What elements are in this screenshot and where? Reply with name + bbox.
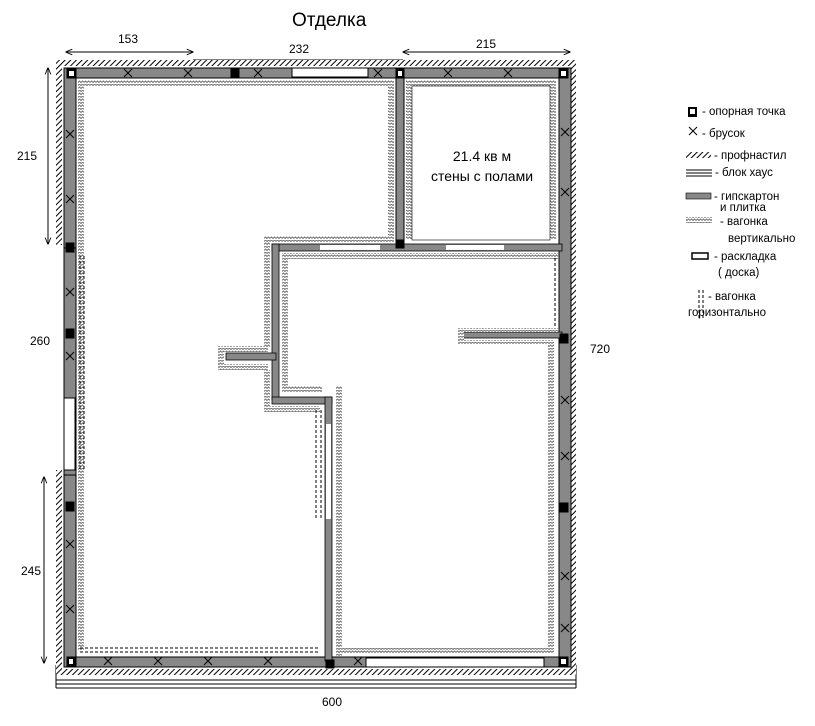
partitions: [226, 244, 562, 661]
legend-drywall-icon: [686, 193, 711, 199]
legend-beam-icon: [689, 127, 697, 135]
legend-board-icon: [692, 253, 708, 259]
legend-vertical-lining-icon: [686, 217, 712, 223]
legend-label: - блок хаус: [715, 167, 773, 179]
page-title: Отделка: [292, 10, 367, 31]
legend-label: - брусок: [702, 128, 745, 140]
dim-top-right: 215: [476, 37, 497, 51]
dim-bottom: 600: [322, 695, 343, 709]
legend-profiled-sheet-icon: [686, 152, 711, 158]
dim-left-middle: 260: [30, 334, 51, 348]
legend-label-2: горизонтально: [688, 307, 767, 319]
legend-label-2: и плитка: [720, 202, 766, 214]
legend-label-2: ( доска): [718, 267, 760, 279]
room-area: 21.4 кв м: [452, 148, 512, 164]
legend-label: - профнастил: [714, 150, 787, 162]
horizontal-lining-lines: [80, 256, 559, 652]
dim-left-top: 215: [17, 149, 38, 163]
legend-label: - вагонка: [708, 291, 756, 303]
room-description: стены с полами: [430, 168, 534, 184]
dim-right: 720: [590, 342, 611, 356]
dim-top-middle: 232: [289, 42, 310, 56]
partition-gaps: [320, 245, 504, 519]
legend-label: - гипскартон: [714, 191, 780, 203]
dim-top-left: 153: [118, 32, 139, 46]
legend-label-2: вертикально: [728, 233, 796, 245]
legend-label: - вагонка: [720, 216, 768, 228]
dim-left-bottom: 245: [21, 564, 42, 578]
legend-label: - опорная точка: [702, 106, 786, 118]
legend-block-house-icon: [686, 170, 712, 176]
legend-label: - раскладка: [714, 251, 777, 263]
room-label: [420, 146, 544, 186]
